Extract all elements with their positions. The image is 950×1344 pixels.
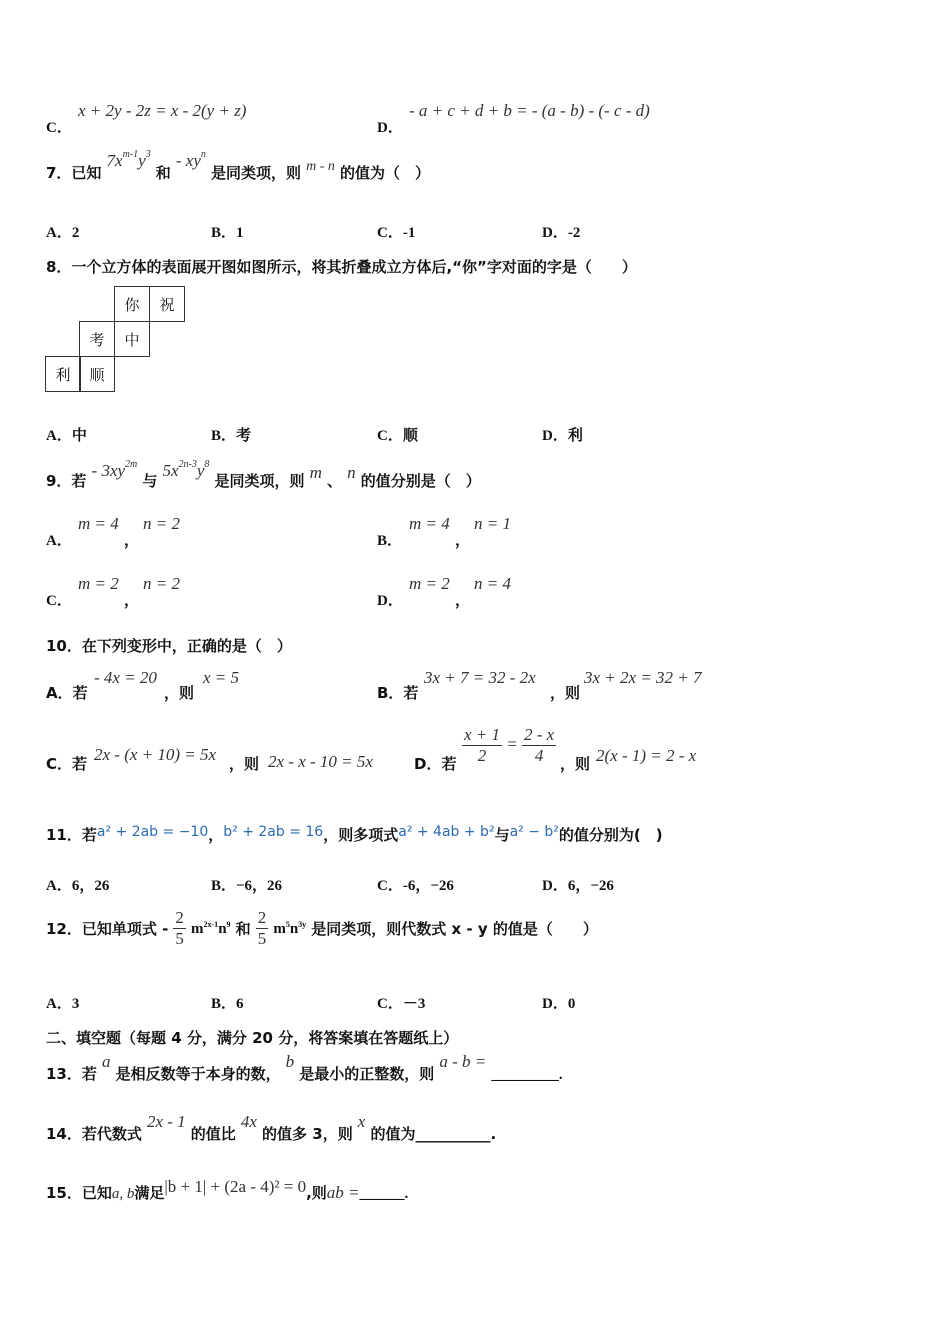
q7-suffix1: 是同类项，则 bbox=[211, 164, 302, 182]
q9-suffix2: 的值分别是（ ） bbox=[360, 472, 481, 490]
q9-option-b-n: n = 1 bbox=[474, 514, 511, 533]
q6-option-d-label: D． bbox=[377, 120, 403, 136]
q10-option-c-expr2: 2x - x - 10 = 5x bbox=[268, 752, 373, 771]
q7-suffix2: 的值为（ ） bbox=[339, 164, 430, 182]
q15-mid2: ,则 bbox=[306, 1184, 327, 1202]
q11-option-b: B．−6，26 bbox=[211, 878, 283, 894]
question-7 bbox=[46, 149, 430, 183]
q9-option-d-n: n = 4 bbox=[474, 574, 511, 593]
q14-prefix: 14．若代数式 bbox=[46, 1125, 142, 1143]
q8-option-a: A．中 bbox=[46, 428, 87, 444]
q9-option-d-comma: ， bbox=[455, 593, 471, 609]
q9-term1: - $3xy^{2m}$ bbox=[91, 459, 138, 480]
q9-option-c-m: m = 2 bbox=[78, 574, 119, 593]
q14-expr1: 2x - 1 bbox=[146, 1112, 186, 1131]
q14-var-x: x bbox=[357, 1112, 366, 1131]
q7-expression: m - n bbox=[306, 159, 335, 174]
q13-mid1: 是相反数等于本身的数， bbox=[115, 1065, 281, 1083]
q15-expression: |b + 1| + (2a - 4)² = 0 bbox=[164, 1177, 307, 1196]
q9-suffix1: 是同类项，则 bbox=[214, 472, 305, 490]
q6-option-c-label: C． bbox=[46, 120, 72, 136]
q15-mid: 满足 bbox=[134, 1184, 165, 1202]
q12-monomial-2: $m^5n^{3y}$ bbox=[273, 919, 307, 937]
net-cell-shun: 顺 bbox=[79, 356, 115, 392]
q11-poly1: a² + 4ab + b² bbox=[398, 824, 495, 840]
q7-option-d: D．-2 bbox=[542, 225, 581, 241]
q7-option-c: C．-1 bbox=[377, 225, 416, 241]
q10-option-b-expr2: 3x + 2x = 32 + 7 bbox=[584, 668, 702, 687]
q12-fraction-2: $\frac{2}{5}$ bbox=[257, 908, 267, 948]
q7-and: 和 bbox=[155, 164, 171, 182]
q9-option-b-label: B． bbox=[377, 533, 403, 549]
question-11 bbox=[46, 824, 663, 845]
q7-term1: $7x^{m-1}y^3$ bbox=[106, 149, 151, 170]
q9-option-a-label: A． bbox=[46, 533, 72, 549]
net-cell-zhong: 中 bbox=[114, 321, 150, 357]
q10-option-a-expr2: x = 5 bbox=[203, 668, 240, 687]
q10-option-c-label: C．若 bbox=[46, 755, 88, 773]
q13-expression: a - b = bbox=[439, 1052, 487, 1071]
q9-sep: 、 bbox=[327, 472, 343, 490]
q12-prefix: 12．已知单项式 - bbox=[46, 920, 169, 938]
q9-option-c-label: C． bbox=[46, 593, 72, 609]
q10-option-a-label: A．若 bbox=[46, 684, 88, 702]
net-cell-ni: 你 bbox=[114, 286, 150, 322]
q11-poly2: a² − b² bbox=[509, 824, 559, 840]
q10-option-d-expr2: 2(x - 1) = 2 - x bbox=[596, 746, 697, 765]
q8-stem: 8．一个立方体的表面展开图如图所示，将其折叠成立方体后,“你”字对面的字是（ ） bbox=[46, 258, 637, 276]
q10-option-c-then: ，则 bbox=[229, 755, 260, 773]
q9-term2: $5x^{2n-3}y^8$ bbox=[162, 459, 210, 480]
q7-term2: - $xy^n$ bbox=[175, 149, 206, 170]
q12-suffix: 是同类项，则代数式 x - y 的值是（ ） bbox=[311, 920, 598, 938]
q9-prefix: 9．若 bbox=[46, 472, 87, 490]
q9-option-d-m: m = 2 bbox=[409, 574, 450, 593]
q10-option-b-label: B．若 bbox=[377, 684, 419, 702]
q11-option-d: D．6，−26 bbox=[542, 878, 614, 894]
q9-option-d-label: D． bbox=[377, 593, 403, 609]
q11-option-a: A．6，26 bbox=[46, 878, 110, 894]
q8-option-b: B．考 bbox=[211, 428, 252, 444]
q12-option-c: C．－3 bbox=[377, 996, 426, 1012]
q7-option-a: A．2 bbox=[46, 225, 80, 241]
q9-option-b-comma: ， bbox=[455, 533, 471, 549]
q9-option-a-n: n = 2 bbox=[143, 514, 180, 533]
q15-answer-blank[interactable]: ______. bbox=[359, 1186, 409, 1202]
q10-stem: 10．在下列变形中，正确的是（ ） bbox=[46, 637, 292, 655]
question-9 bbox=[46, 459, 481, 491]
q11-eq1: a² + 2ab = −10 bbox=[96, 824, 209, 840]
q9-option-a-comma: ， bbox=[124, 533, 140, 549]
q10-option-d-label: D．若 bbox=[414, 755, 457, 773]
q11-suffix: 的值分别为( ) bbox=[558, 826, 663, 844]
q10-option-b-then: ，则 bbox=[550, 684, 581, 702]
cube-net-figure bbox=[45, 286, 190, 396]
q13-mid2: 是最小的正整数，则 bbox=[299, 1065, 435, 1083]
q7-prefix: 7．已知 bbox=[46, 164, 102, 182]
question-14 bbox=[46, 1112, 497, 1144]
q13-prefix: 13．若 bbox=[46, 1065, 97, 1083]
q13-var-a: a bbox=[101, 1052, 111, 1071]
q13-var-b: b bbox=[285, 1052, 295, 1071]
q13-answer-blank[interactable]: _________. bbox=[491, 1067, 563, 1083]
q12-option-d: D．0 bbox=[542, 996, 576, 1012]
q15-prefix: 15．已知 bbox=[46, 1184, 112, 1202]
q10-option-d-equation: $\frac{x + 1}{2}$ = $\frac{2 - x}{4}$ bbox=[464, 725, 555, 765]
question-12 bbox=[46, 908, 598, 949]
q15-target: ab = bbox=[326, 1183, 360, 1202]
q10-option-a-then: ，则 bbox=[164, 684, 195, 702]
net-cell-kao: 考 bbox=[79, 321, 115, 357]
q10-option-d-then: ，则 bbox=[560, 755, 591, 773]
q11-comma: ， bbox=[208, 826, 224, 844]
q12-monomial-1: $m^{2x-1}n^9$ bbox=[191, 919, 231, 937]
q11-prefix: 11．若 bbox=[46, 826, 97, 844]
question-15 bbox=[46, 1177, 409, 1203]
q6-option-c-expression: x + 2y - 2z = x - 2(y + z) bbox=[78, 101, 247, 120]
q12-and: 和 bbox=[235, 920, 251, 938]
q11-mid: ，则多项式 bbox=[323, 826, 399, 844]
q9-var-n: n bbox=[347, 463, 356, 482]
q14-suffix[interactable]: 的值为__________. bbox=[370, 1125, 497, 1143]
q14-mid1: 的值比 bbox=[190, 1125, 236, 1143]
q6-option-d-expression: - a + c + d + b = - (a - b) - (- c - d) bbox=[409, 101, 650, 120]
q9-var-m: m bbox=[309, 463, 322, 482]
q11-option-c: C．-6，−26 bbox=[377, 878, 454, 894]
q9-option-a-m: m = 4 bbox=[78, 514, 119, 533]
q9-option-b-m: m = 4 bbox=[409, 514, 450, 533]
q12-option-a: A．3 bbox=[46, 996, 80, 1012]
q15-vars: a, b bbox=[111, 1186, 135, 1202]
section-2-heading: 二、填空题（每题 4 分，满分 20 分，将答案填在答题纸上） bbox=[46, 1029, 459, 1047]
question-13 bbox=[46, 1052, 563, 1084]
q9-option-c-comma: ， bbox=[124, 593, 140, 609]
q11-eq2: b² + 2ab = 16 bbox=[223, 824, 324, 840]
q10-option-c-expr1: 2x - (x + 10) = 5x bbox=[94, 745, 217, 764]
q7-option-b: B．1 bbox=[211, 225, 244, 241]
net-cell-zhu: 祝 bbox=[149, 286, 185, 322]
q8-option-c: C．顺 bbox=[377, 428, 418, 444]
q12-option-b: B．6 bbox=[211, 996, 244, 1012]
q9-with: 与 bbox=[142, 472, 158, 490]
q8-option-d: D．利 bbox=[542, 428, 583, 444]
q12-fraction-1: $\frac{2}{5}$ bbox=[175, 908, 184, 948]
q10-option-b-expr1: 3x + 7 = 32 - 2x bbox=[424, 668, 536, 687]
q14-mid2: 的值多 3，则 bbox=[262, 1125, 353, 1143]
net-cell-li: 利 bbox=[45, 356, 81, 392]
q9-option-c-n: n = 2 bbox=[143, 574, 180, 593]
q10-option-a-expr1: - 4x = 20 bbox=[94, 668, 157, 687]
q11-with: 与 bbox=[494, 826, 510, 844]
q14-expr2: 4x bbox=[240, 1112, 257, 1131]
